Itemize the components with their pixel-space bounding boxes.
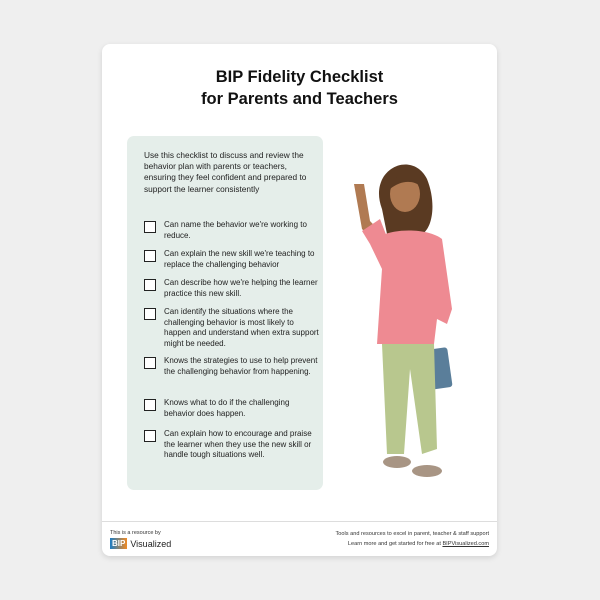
checklist-item xyxy=(144,356,319,377)
checklist-item xyxy=(144,429,319,461)
item-label: Can identify the situations where the challenging behavior is most likely to happen and understand when extra support might be needed. xyxy=(164,307,319,348)
title-line-2: for Parents and Teachers xyxy=(201,90,398,108)
website-link[interactable]: BIPVisualized.com xyxy=(442,541,489,547)
checklist-item xyxy=(144,278,319,299)
tagline-text: Tools and resources to excel in parent, teacher & staff support xyxy=(335,531,489,537)
checkbox[interactable] xyxy=(144,279,156,291)
cta-text: Learn more and get started for free at xyxy=(347,541,441,547)
resource-by-label: This is a resource by xyxy=(110,530,161,536)
checklist-item xyxy=(144,307,319,349)
item-label: Can explain how to encourage and praise the learner when they use the new skill or handle tough situations well. xyxy=(164,429,312,459)
intro-text: Use this checklist to discuss and review the behavior plan with parents or teachers, ensuring they feel confident and prepared to support the learner consistently xyxy=(144,150,307,194)
bip-visualized-logo xyxy=(110,538,171,549)
item-label: Can name the behavior we're working to reduce. xyxy=(164,220,307,240)
footer-tagline xyxy=(336,529,490,549)
footer-divider xyxy=(102,521,497,522)
checkbox[interactable] xyxy=(144,430,156,442)
checklist-item xyxy=(144,398,319,419)
checklist-item xyxy=(144,249,319,270)
teacher-illustration xyxy=(342,149,472,499)
logo-mark: BIP xyxy=(112,539,126,548)
title-line-1: BIP Fidelity Checklist xyxy=(215,68,384,86)
logo-text: Visualized xyxy=(130,538,172,549)
item-label: Knows the strategies to use to help prevent the challenging behavior from happening. xyxy=(164,356,318,376)
checkbox[interactable] xyxy=(144,250,156,262)
item-label: Knows what to do if the challenging behavior does happen. xyxy=(164,398,290,418)
checklist-item xyxy=(144,220,319,241)
checklist-page xyxy=(102,44,497,556)
item-label: Can describe how we're helping the learner practice this new skill. xyxy=(164,278,318,298)
checkbox[interactable] xyxy=(144,399,156,411)
checkbox[interactable] xyxy=(144,357,156,369)
page-title xyxy=(102,66,497,110)
checkbox[interactable] xyxy=(144,308,156,320)
checkbox[interactable] xyxy=(144,221,156,233)
item-label: Can explain the new skill we're teaching to replace the challenging behavior xyxy=(164,249,315,269)
checklist-panel xyxy=(127,136,323,490)
